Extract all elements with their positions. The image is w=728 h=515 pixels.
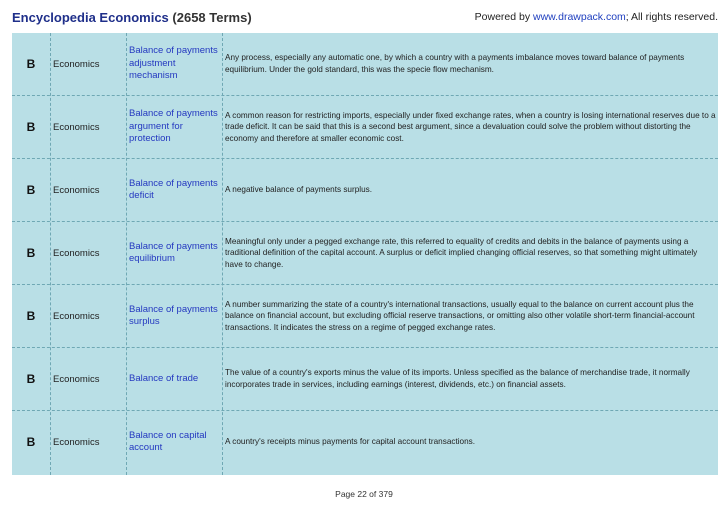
definition-cell: Any process, especially any automatic one, by which a country with a payments imbalance moves toward balance of payments equilibrium. Under the gold standard, this was the specie flow mechanism. (225, 53, 685, 74)
letter-cell: B (26, 372, 36, 386)
term-link[interactable]: Balance of payments equilibrium (129, 240, 218, 264)
letter-cell: B (26, 309, 36, 323)
table-row (12, 159, 718, 222)
table-row (12, 33, 718, 96)
table-row (12, 285, 718, 348)
table-row (12, 96, 718, 159)
powered-suffix: ; All rights reserved. (625, 11, 718, 23)
term-link[interactable]: Balance of payments argument for protection (129, 108, 218, 145)
drawpack-link[interactable]: www.drawpack.com (533, 11, 626, 23)
category-cell: Economics (53, 373, 100, 385)
category-cell: Economics (53, 58, 100, 70)
letter-cell: B (26, 435, 36, 449)
table-row (12, 411, 718, 474)
term-link[interactable]: Balance of payments surplus (129, 303, 218, 327)
definition-cell: The value of a country's exports minus the value of its imports. Unless specified as the balance of merchandise trade, it normally incorporates trade in services, including earnings (interest, dividends, etc.) on financial assets. (225, 368, 690, 389)
category-cell: Economics (53, 121, 100, 133)
definition-cell: A common reason for restricting imports, especially under fixed exchange rates, when a country is losing international reserves due to a trade deficit. It can be said that this is a second best argument, since a devaluation could solve the problem without distorting the economy and therefore at smaller economic cost. (225, 110, 716, 143)
page-header (12, 8, 718, 28)
terms-count: (2658 Terms) (172, 10, 252, 25)
title-text: Encyclopedia Economics (12, 10, 169, 25)
definition-cell: A number summarizing the state of a country's international transactions, usually equal to the balance on current account plus the balance on financial account, but excluding official reserve transactions, or omitting also other volatile short-term financial-account transactions. It indicates the stress on a regime of pegged exchange rates. (225, 299, 695, 332)
definition-cell: Meaningful only under a pegged exchange rate, this referred to equality of credits and debits in the balance of payments using a traditional definition of the capital account. A surplus or deficit implied changing official reserves, so that something might ultimately have to change. (225, 236, 698, 269)
glossary-table (12, 33, 718, 475)
category-cell: Economics (53, 184, 100, 196)
definition-cell: A country's receipts minus payments for capital account transactions. (225, 437, 476, 447)
letter-cell: B (26, 246, 36, 260)
table-row (12, 222, 718, 285)
letter-cell: B (26, 57, 36, 71)
letter-cell: B (26, 120, 36, 134)
letter-cell: B (26, 183, 36, 197)
powered-prefix: Powered by (474, 11, 534, 23)
category-cell: Economics (53, 310, 100, 322)
table-row (12, 348, 718, 411)
category-cell: Economics (53, 436, 100, 448)
term-link[interactable]: Balance of trade (129, 372, 199, 384)
page-number: Page 22 of 379 (335, 489, 393, 499)
term-link[interactable]: Balance of payments deficit (129, 177, 218, 201)
term-link[interactable]: Balance of payments adjustment mechanism (129, 45, 218, 82)
category-cell: Economics (53, 247, 100, 259)
document-title (12, 10, 252, 25)
powered-by (475, 11, 718, 23)
term-link[interactable]: Balance on capital account (129, 429, 207, 453)
definition-cell: A negative balance of payments surplus. (225, 185, 373, 195)
